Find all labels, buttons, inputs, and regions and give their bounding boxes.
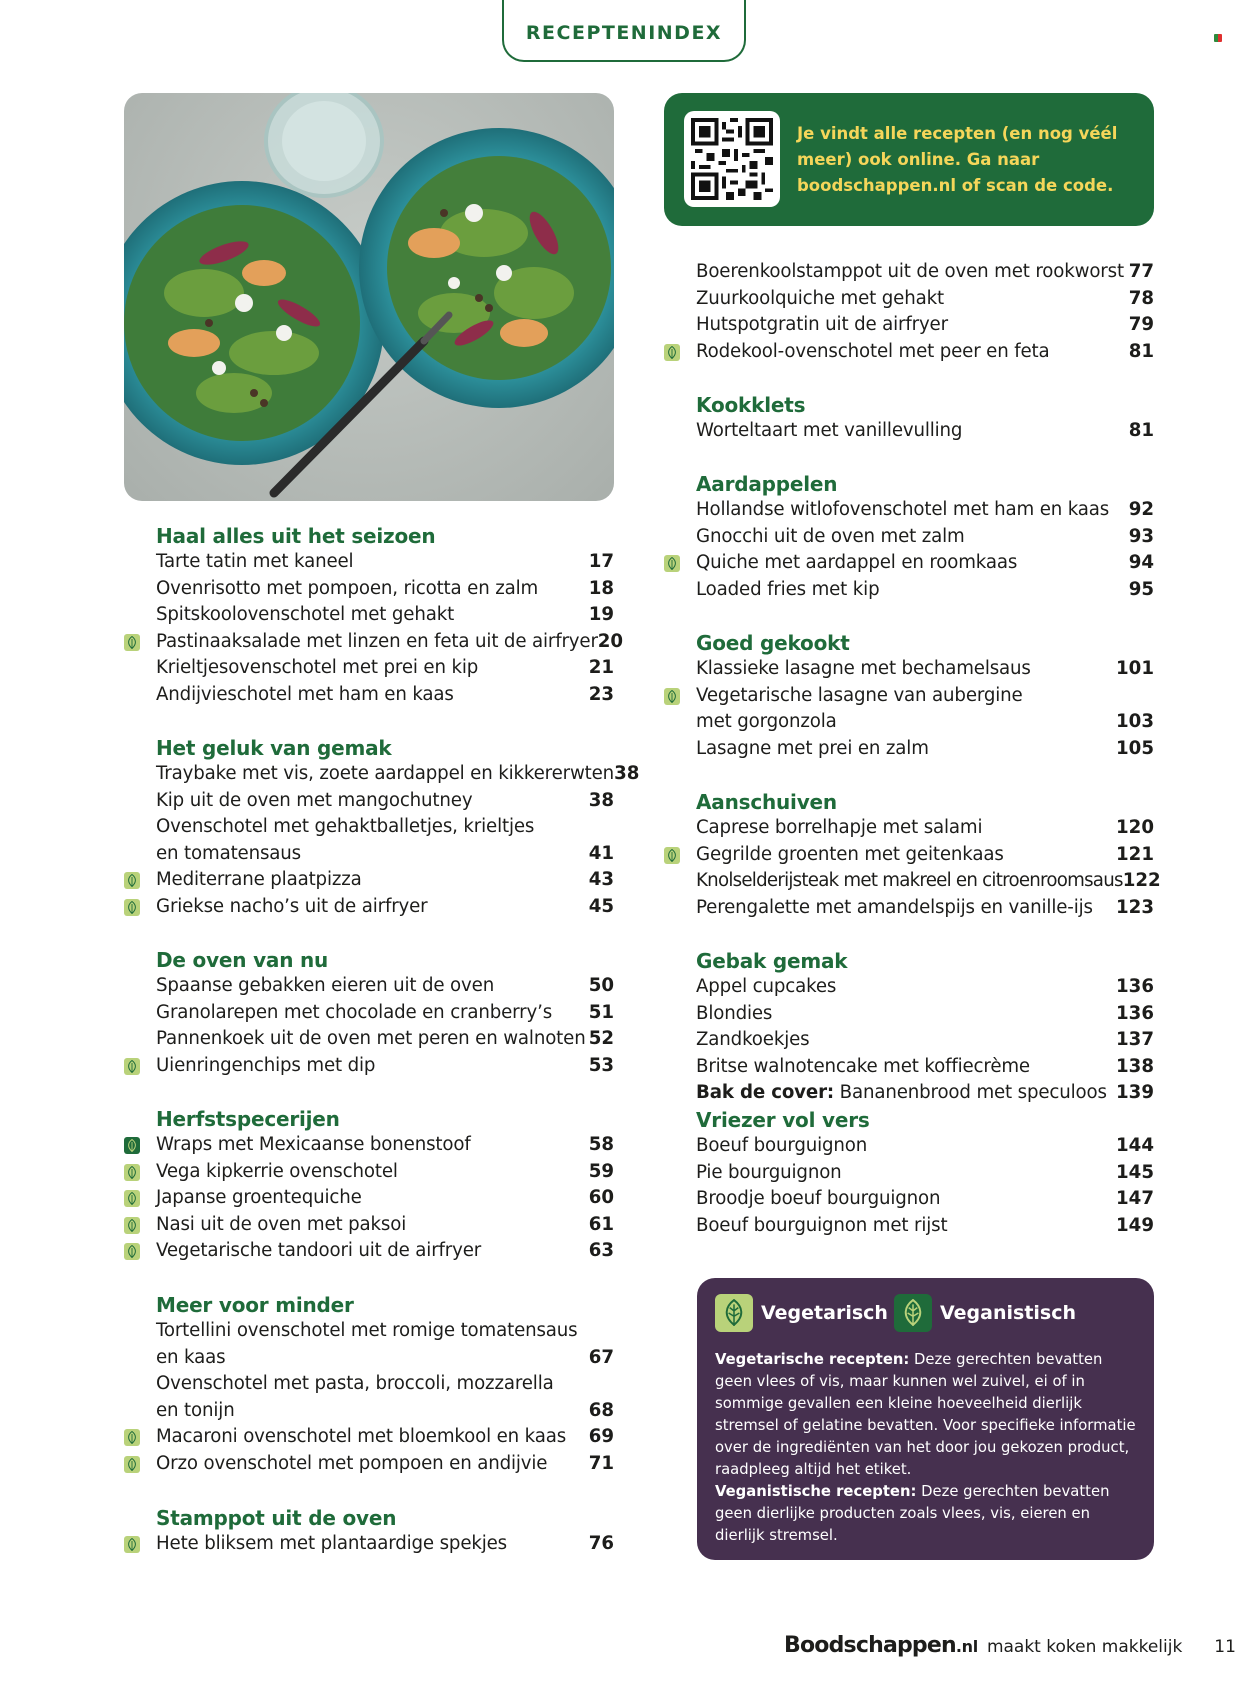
page-ref: 120	[1116, 817, 1154, 838]
recipe-title	[696, 1001, 772, 1028]
recipe-title-line: Orzo ovenschotel met pompoen en andijvie	[156, 1452, 548, 1474]
recipe-title-line: Klassieke lasagne met bechamelsaus	[696, 658, 1031, 679]
recipe-title	[156, 814, 534, 867]
recipe-entry	[696, 736, 1154, 763]
recipe-title-line: Tarte tatin met kaneel	[156, 551, 354, 572]
recipe-title-line: Britse walnotencake met koffiecrème	[696, 1055, 1030, 1077]
recipe-title-line: Hete bliksem met plantaardige spekjes	[156, 1533, 508, 1554]
color-mark	[1214, 34, 1222, 42]
recipe-title	[156, 1451, 547, 1478]
vegetarian-leaf-icon	[124, 634, 140, 651]
page-ref: 61	[588, 1213, 614, 1235]
page-number: 11	[1214, 1637, 1236, 1657]
page-ref: 136	[1116, 976, 1154, 997]
recipe-title-line: Vega kipkerrie ovenschotel	[156, 1160, 398, 1182]
recipe-entry	[156, 814, 614, 867]
recipe-title	[696, 524, 965, 551]
section-title: Aanschuiven	[696, 790, 837, 814]
recipe-entry	[156, 1000, 614, 1027]
page-ref: 94	[1128, 552, 1154, 573]
recipe-title	[696, 312, 948, 339]
recipe-title-line: en tonijn	[156, 1399, 235, 1421]
recipe-title	[696, 1080, 1107, 1107]
index-section	[156, 1292, 614, 1477]
recipe-entry	[696, 656, 1154, 683]
recipe-entry	[696, 815, 1154, 842]
recipe-title-line: Andijvieschotel met ham en kaas	[156, 683, 454, 705]
recipe-title-line: Vegetarische tandoori uit de airfryer	[156, 1240, 482, 1261]
index-section	[696, 1107, 1154, 1239]
recipe-title-line: Ovenrisotto met pompoen, ricotta en zalm	[156, 577, 539, 599]
diet-legend	[697, 1278, 1154, 1560]
vegetarian-leaf-icon	[124, 1536, 140, 1553]
section-title: Herfstspecerijen	[156, 1107, 340, 1131]
index-section	[156, 523, 624, 708]
page-ref: 38	[588, 789, 614, 811]
recipe-title	[696, 418, 962, 445]
brand-logo: Boodschappen.nl	[784, 1633, 978, 1658]
recipe-title	[696, 577, 879, 604]
recipe-entry	[696, 418, 1154, 445]
recipe-title	[696, 815, 982, 842]
recipe-title	[696, 656, 1031, 683]
recipe-entry	[696, 1133, 1154, 1160]
recipe-title	[156, 1371, 554, 1424]
recipe-title-line: Mediterrane plaatpizza	[156, 869, 362, 890]
page-ref: 53	[588, 1054, 614, 1076]
vegetarian-leaf-icon	[124, 1217, 140, 1234]
recipe-title	[156, 1238, 481, 1265]
recipe-title-line: Caprese borrelhapje met salami	[696, 817, 983, 838]
recipe-title	[156, 576, 538, 603]
recipe-title	[696, 842, 1004, 869]
recipe-entry	[696, 1080, 1154, 1107]
index-section	[696, 789, 1161, 921]
page-ref: 138	[1116, 1055, 1154, 1077]
section-title: De oven van nu	[156, 948, 329, 972]
recipe-entry	[156, 1238, 614, 1265]
recipe-title	[696, 736, 929, 763]
vegetarian-leaf-icon	[664, 688, 680, 705]
recipe-title-line: Macaroni ovenschotel met bloemkool en kaas	[156, 1426, 567, 1447]
section-title: Aardappelen	[696, 472, 838, 496]
recipe-title-line: Zuurkoolquiche met gehakt	[696, 287, 944, 309]
recipe-entry	[696, 1186, 1154, 1213]
recipe-entry	[696, 1160, 1154, 1187]
recipe-title-line: Pie bourguignon	[696, 1161, 842, 1183]
legend-vegetarian-label: Vegetarisch	[761, 1302, 888, 1324]
page-ref: 58	[588, 1134, 614, 1155]
recipe-entry	[696, 842, 1154, 869]
page-ref: 17	[588, 551, 614, 572]
vegetarian-leaf-icon	[664, 847, 680, 864]
legend-vegan-label: Veganistisch	[940, 1302, 1077, 1324]
page-ref: 71	[588, 1452, 614, 1474]
recipe-title	[156, 682, 454, 709]
recipe-entry	[156, 629, 624, 656]
recipe-title-line: Knolselderijsteak met makreel en citroenroomsaus	[696, 870, 1123, 891]
page-ref: 137	[1116, 1029, 1154, 1050]
recipe-title-line: Spaanse gebakken eieren uit de oven	[156, 975, 495, 996]
recipe-title-line: Bananenbrood met speculoos	[834, 1082, 1107, 1103]
vegetarian-leaf-icon	[124, 1190, 140, 1207]
page-ref: 63	[588, 1240, 614, 1261]
recipe-title	[156, 1000, 552, 1027]
legend-text	[715, 1349, 1140, 1547]
recipe-title-line: Granolarepen met chocolade en cranberry’s	[156, 1001, 553, 1023]
page-ref: 139	[1116, 1082, 1154, 1103]
recipe-title-line: Broodje boeuf bourguignon	[696, 1188, 941, 1209]
vegetarian-leaf-icon	[124, 1164, 140, 1181]
vegetarian-leaf-icon	[664, 344, 680, 361]
recipe-title-line: Uienringenchips met dip	[156, 1054, 376, 1076]
recipe-title	[696, 974, 836, 1001]
index-section	[696, 471, 1154, 603]
recipe-title	[156, 602, 454, 629]
vegetarian-leaf-icon	[124, 1243, 140, 1260]
page-ref: 149	[1116, 1214, 1154, 1236]
section-title: Meer voor minder	[156, 1293, 354, 1317]
page-ref: 121	[1116, 843, 1154, 865]
recipe-title-line: met gorgonzola	[696, 711, 837, 732]
recipe-entry	[156, 682, 614, 709]
page-ref: 81	[1128, 420, 1154, 441]
section-title: Haal alles uit het seizoen	[156, 524, 436, 548]
recipe-title	[696, 339, 1049, 366]
recipe-title	[696, 550, 1017, 577]
recipe-title-line: Wraps met Mexicaanse bonenstoof	[156, 1134, 471, 1155]
recipe-title	[156, 1159, 398, 1186]
recipe-title	[156, 629, 598, 656]
recipe-title	[156, 655, 478, 682]
index-section	[696, 259, 1154, 365]
recipe-title	[696, 868, 1123, 895]
recipe-title-line: Perengalette met amandelspijs en vanille-ijs	[696, 896, 1093, 918]
recipe-entry	[696, 1213, 1154, 1240]
recipe-entry	[156, 1159, 614, 1186]
recipe-title-line: Japanse groentequiche	[156, 1187, 362, 1208]
page-ref: 41	[588, 842, 614, 864]
online-info-text: Je vindt alle recepten (en nog véél meer) ook online. Ga naar boodschappen.nl of scan de code.	[797, 124, 1118, 195]
index-section	[156, 947, 614, 1079]
recipe-title	[156, 788, 472, 815]
recipe-entry	[696, 1054, 1154, 1081]
recipe-title	[156, 1531, 507, 1558]
page-ref: 38	[614, 763, 640, 784]
recipe-title-line: Rodekool-ovenschotel met peer en feta	[696, 340, 1050, 362]
recipe-entry	[156, 549, 614, 576]
recipe-title-line: en kaas	[156, 1346, 226, 1368]
recipe-title-line: Pannenkoek uit de oven met peren en walnoten	[156, 1028, 586, 1049]
vegetarian-leaf-icon	[124, 1058, 140, 1075]
recipe-title	[156, 549, 353, 576]
recipe-title-line: Tortellini ovenschotel met romige tomatensaus	[156, 1320, 578, 1341]
page-ref: 18	[588, 577, 614, 599]
recipe-title-line: Blondies	[696, 1002, 773, 1024]
page-ref: 145	[1116, 1161, 1154, 1183]
recipe-entry	[696, 577, 1154, 604]
vegetarian-leaf-icon	[124, 1456, 140, 1473]
page-ref: 76	[588, 1533, 614, 1554]
recipe-title-line: Griekse nacho’s uit de airfryer	[156, 895, 428, 917]
page-ref: 95	[1128, 578, 1154, 600]
index-section	[156, 1505, 614, 1558]
page-ref: 20	[597, 630, 624, 652]
recipe-title	[696, 1213, 947, 1240]
recipe-title-line: Worteltaart met vanillevulling	[696, 420, 963, 441]
recipe-title-line: Pastinaaksalade met linzen en feta uit de airfryer	[156, 630, 598, 652]
recipe-entry	[156, 761, 640, 788]
recipe-entry	[696, 683, 1154, 736]
recipe-entry	[156, 1053, 614, 1080]
recipe-title	[696, 259, 1124, 286]
recipe-title	[156, 1053, 375, 1080]
vegan-definition: Deze gerechten bevatten geen dierlijke producten zoals vlees, vis, eieren en dierlijk stremsel.	[715, 1483, 1110, 1544]
index-section	[696, 948, 1154, 1107]
page-ref: 45	[588, 895, 614, 917]
qr-code[interactable]	[684, 111, 780, 207]
page-ref: 79	[1128, 314, 1154, 335]
recipe-entry	[156, 1185, 614, 1212]
recipe-title	[696, 1054, 1030, 1081]
recipe-title-line: Kip uit de oven met mangochutney	[156, 789, 473, 811]
section-title: Het geluk van gemak	[156, 736, 392, 760]
recipe-title	[696, 1186, 940, 1213]
recipe-title	[156, 1132, 471, 1159]
vegetarian-leaf-icon	[124, 1429, 140, 1446]
recipe-title	[696, 895, 1093, 922]
recipe-entry	[696, 895, 1154, 922]
page-ref: 78	[1128, 287, 1154, 309]
vegetarian-definition-title: Vegetarische recepten:	[715, 1351, 910, 1368]
recipe-title-line: en tomatensaus	[156, 842, 301, 864]
page-ref: 21	[588, 657, 614, 678]
page-ref: 52	[588, 1028, 614, 1049]
page-ref: 103	[1116, 711, 1154, 732]
recipe-title	[696, 1133, 867, 1160]
vegetarian-leaf-icon	[715, 1294, 753, 1332]
page-ref: 69	[588, 1426, 614, 1447]
food-photo	[124, 93, 614, 501]
recipe-entry	[156, 973, 614, 1000]
brand-slogan: maakt koken makkelijk	[986, 1637, 1183, 1657]
page-ref: 105	[1116, 737, 1154, 759]
recipe-title	[156, 1424, 566, 1451]
page-ref: 19	[588, 604, 614, 625]
vegetarian-leaf-icon	[664, 555, 680, 572]
recipe-entry	[156, 867, 614, 894]
recipe-entry	[156, 602, 614, 629]
recipe-entry	[156, 1132, 614, 1159]
vegan-leaf-icon	[124, 1137, 140, 1154]
recipe-title-line: Nasi uit de oven met paksoi	[156, 1213, 407, 1235]
page-ref: 68	[588, 1399, 614, 1421]
recipe-title	[696, 286, 944, 313]
recipe-entry	[156, 1451, 614, 1478]
vegetarian-leaf-icon	[124, 872, 140, 889]
page-ref: 92	[1128, 499, 1154, 520]
page-ref: 81	[1128, 340, 1154, 362]
page-ref: 122	[1122, 870, 1161, 891]
recipe-entry	[696, 974, 1154, 1001]
recipe-title-line: Zandkoekjes	[696, 1029, 810, 1050]
section-title: Kookklets	[696, 393, 806, 417]
page-ref: 77	[1128, 261, 1154, 282]
index-tab	[502, 0, 746, 62]
recipe-entry	[696, 868, 1161, 895]
recipe-entry	[156, 1318, 614, 1371]
recipe-title-line: Loaded fries met kip	[696, 578, 880, 600]
index-section	[696, 630, 1154, 762]
recipe-entry	[156, 655, 614, 682]
index-section	[156, 735, 640, 920]
recipe-title-line: Lasagne met prei en zalm	[696, 737, 929, 759]
recipe-title	[696, 683, 1023, 736]
recipe-entry	[696, 1027, 1154, 1054]
recipe-title-line: Appel cupcakes	[696, 976, 837, 997]
section-title: Stamppot uit de oven	[156, 1506, 397, 1530]
recipe-entry	[156, 576, 614, 603]
recipe-title-line: Traybake met vis, zoete aardappel en kikkererwten	[156, 763, 615, 784]
recipe-title	[156, 1026, 586, 1053]
recipe-title	[156, 867, 362, 894]
page-ref: 144	[1116, 1135, 1154, 1156]
recipe-title-line: Boerenkoolstamppot uit de oven met rookworst	[696, 261, 1124, 282]
page-ref: 50	[588, 975, 614, 996]
page-ref: 123	[1116, 896, 1154, 918]
page-ref: 147	[1116, 1188, 1154, 1209]
recipe-title	[156, 1185, 362, 1212]
vegetarian-leaf-icon	[124, 899, 140, 916]
recipe-title	[696, 497, 1109, 524]
recipe-entry	[156, 1212, 614, 1239]
recipe-title-line: Hollandse witlofovenschotel met ham en kaas	[696, 499, 1110, 520]
recipe-title-line: Boeuf bourguignon met rijst	[696, 1214, 948, 1236]
recipe-title-line: Quiche met aardappel en roomkaas	[696, 552, 1018, 573]
vegetarian-definition: Deze gerechten bevatten geen vlees of vis, maar kunnen wel zuivel, ei of in sommige gevallen een kleine hoeveelheid dierlijk stremsel of gelatine bevatten. Voor specifieke informatie over de ingrediënten van het door jou gekozen product, raadpleeg altijd het etiket.	[715, 1351, 1136, 1478]
page-heading: RECEPTENINDEX	[525, 22, 723, 44]
recipe-entry	[696, 497, 1154, 524]
recipe-title-line: Ovenschotel met pasta, broccoli, mozzarella	[156, 1373, 554, 1394]
index-section	[156, 1106, 614, 1265]
recipe-entry	[156, 788, 614, 815]
recipe-title-line: Krieltjesovenschotel met prei en kip	[156, 657, 479, 678]
page-ref: 67	[588, 1346, 614, 1368]
recipe-title-line: Boeuf bourguignon	[696, 1135, 868, 1156]
recipe-title-line: Vegetarische lasagne van aubergine	[696, 684, 1023, 706]
page-ref: 59	[588, 1160, 614, 1182]
online-info-box	[664, 93, 1154, 226]
recipe-entry	[696, 1001, 1154, 1028]
recipe-entry	[696, 286, 1154, 313]
legend-vegan	[894, 1294, 1076, 1332]
recipe-entry	[696, 524, 1154, 551]
page-ref: 136	[1116, 1002, 1154, 1024]
recipe-entry	[696, 259, 1154, 286]
recipe-title-line: Gegrilde groenten met geitenkaas	[696, 843, 1004, 865]
page-ref: 60	[588, 1187, 614, 1208]
vegan-leaf-icon	[894, 1294, 932, 1332]
recipe-title	[156, 1318, 578, 1371]
recipe-title-line: Spitskoolovenschotel met gehakt	[156, 604, 455, 625]
page-ref: 93	[1128, 525, 1154, 547]
recipe-title	[156, 973, 494, 1000]
index-section	[696, 392, 1154, 445]
recipe-entry	[696, 339, 1154, 366]
recipe-title	[156, 761, 614, 788]
recipe-entry	[156, 1531, 614, 1558]
recipe-entry	[696, 550, 1154, 577]
recipe-entry	[156, 1026, 614, 1053]
recipe-title-line: Gnocchi uit de oven met zalm	[696, 525, 965, 547]
recipe-title	[156, 1212, 406, 1239]
recipe-entry	[156, 894, 614, 921]
vegan-definition-title: Veganistische recepten:	[715, 1483, 917, 1500]
section-title: Goed gekookt	[696, 631, 850, 655]
legend-vegetarian	[715, 1294, 888, 1332]
section-title: Vriezer vol vers	[696, 1108, 870, 1132]
page-ref: 23	[588, 683, 614, 705]
recipe-title	[696, 1160, 842, 1187]
section-title: Gebak gemak	[696, 949, 848, 973]
recipe-title	[156, 894, 428, 921]
page-ref: 51	[588, 1001, 614, 1023]
recipe-entry	[696, 312, 1154, 339]
recipe-title-line: Ovenschotel met gehaktballetjes, krieltjes	[156, 816, 535, 837]
page-ref: 101	[1116, 658, 1154, 679]
recipe-title-line: Hutspotgratin uit de airfryer	[696, 314, 948, 335]
recipe-entry	[156, 1424, 614, 1451]
recipe-entry	[156, 1371, 614, 1424]
page-ref: 43	[588, 869, 614, 890]
page-footer	[784, 1633, 1236, 1658]
recipe-title-prefix: Bak de cover:	[696, 1082, 835, 1103]
recipe-title	[696, 1027, 809, 1054]
